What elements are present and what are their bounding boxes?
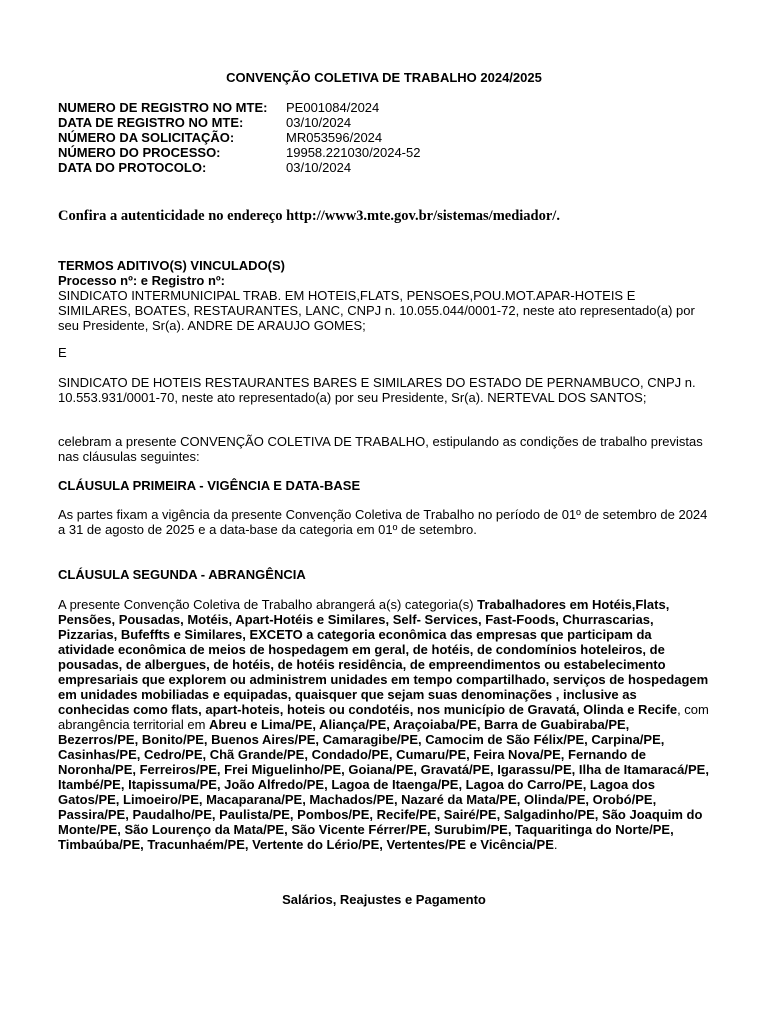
section-heading-salaries: Salários, Reajustes e Pagamento: [282, 892, 486, 907]
authenticity-notice: Confira a autenticidade no endereço http://www3.mte.gov.br/sistemas/mediador/.: [58, 208, 560, 224]
registry-row: [58, 100, 420, 115]
registry-label: NÚMERO DO PROCESSO:: [58, 145, 221, 160]
party-2: SINDICATO DE HOTEIS RESTAURANTES BARES E SIMILARES DO ESTADO DE PERNAMBUCO, CNPJ n. 10.553.931/0001-70, neste ato representado(a) por seu Presidente, Sr(a). NERTEVAL DOS SANTOS;: [58, 375, 696, 405]
registry-label: NÚMERO DA SOLICITAÇÃO:: [58, 130, 235, 145]
clause-2-territory: Abreu e Lima/PE, Aliança/PE, Araçoiaba/PE, Barra de Guabiraba/PE, Bezerros/PE, Bonito/PE, Buenos Aires/PE, Camaragibe/PE, Camocim de São Félix/PE, Carpina/PE, Casinhas/PE, Cedro/PE, Chã Grande/PE, Condado/PE, Cumaru/PE, Feira Nova/PE, Fernando de Noronha/PE, Ferreiros/PE, Frei Miguelinho/PE, Goiana/PE, Gravatá/PE, Igarassu/PE, Ilha de Itamaracá/PE, Itambé/PE, Itapissuma/PE, João Alfredo/PE, Lagoa de Itaenga/PE, Lagoa do Carro/PE, Lagoa dos Gatos/PE, Limoeiro/PE, Macaparana/PE, Machados/PE, Nazaré da Mata/PE, Olinda/PE, Orobó/PE, Passira/PE, Paudalho/PE, Paulista/PE, Pombos/PE, Recife/PE, Sairé/PE, Salgadinho/PE, São Joaquim do Monte/PE, São Lourenço da Mata/PE, São Vicente Férrer/PE, Surubim/PE, Taquaritinga do Norte/PE, Timbaúba/PE, Tracunhaém/PE, Vertente do Lério/PE, Vertentes/PE e Vicência/PE: [58, 717, 709, 852]
celebrate-text: celebram a presente CONVENÇÃO COLETIVA DE TRABALHO, estipulando as condições de trabalho previstas nas cláusulas seguintes:: [58, 434, 703, 464]
terms-section: [58, 258, 710, 333]
registry-info: [58, 100, 420, 175]
registry-label: DATA DO PROTOCOLO:: [58, 160, 207, 175]
registry-value: PE001084/2024: [286, 100, 380, 115]
document-title: CONVENÇÃO COLETIVA DE TRABALHO 2024/2025: [226, 70, 542, 85]
clause-1-text: As partes fixam a vigência da presente Convenção Coletiva de Trabalho no período de 01º de setembro de 2024 a 31 de agosto de 2025 e a data-base da categoria em 01º de setembro.: [58, 507, 708, 537]
registry-row: [58, 115, 420, 130]
clause-2-categories: Trabalhadores em Hotéis,Flats, Pensões, Pousadas, Motéis, Apart-Hotéis e Similares, Self- Services, Fast-Foods, Churrascarias, Pizzarias, Bufeffts e Similares, EXCETO a categoria econômica das empresas que participam da atividade econômica de meios de hospedagem em geral, de hotéis, de condomínios hoteleiros, de pousadas, de albergues, de hotéis, de hotéis residência, de empreendimentos ou estabelecimento empresariais que explorem ou administrem unidades em tempo compartilhado, serviços de hospedagem em unidades mobiliadas e equipadas, quaisquer que sejam suas denominações , inclusive as conhecidas como flats, apart-hoteis, hoteis ou condotéis, nos município de Gravatá, Olinda e Recife: [58, 597, 709, 717]
registry-value: MR053596/2024: [286, 130, 383, 145]
clause-2-end: .: [553, 837, 558, 852]
and-separator: E: [58, 345, 67, 360]
registry-row: [58, 160, 420, 175]
party-1: SINDICATO INTERMUNICIPAL TRAB. EM HOTEIS,FLATS, PENSOES,POU.MOT.APAR-HOTEIS E SIMILARES, BOATES, RESTAURANTES, LANC, CNPJ n. 10.055.044/0001-72, neste ato representado(a) por seu Presidente, Sr(a). ANDRE DE ARAUJO GOMES;: [58, 288, 695, 333]
registry-label: DATA DE REGISTRO NO MTE:: [58, 115, 244, 130]
clause-2-intro: A presente Convenção Coletiva de Trabalho abrangerá a(s) categoria(s): [58, 597, 478, 612]
registry-label: NUMERO DE REGISTRO NO MTE:: [58, 100, 268, 115]
registry-row: [58, 130, 420, 145]
terms-heading: TERMOS ADITIVO(S) VINCULADO(S): [58, 258, 286, 273]
registry-value: 19958.221030/2024-52: [286, 145, 421, 160]
clause-2-text: [58, 597, 710, 852]
clause-2-heading: CLÁUSULA SEGUNDA - ABRANGÊNCIA: [58, 567, 306, 582]
process-label: Processo nº: e Registro nº:: [58, 273, 225, 288]
clause-2-middle: , com abrangência territorial em: [58, 702, 709, 732]
registry-value: 03/10/2024: [286, 160, 352, 175]
registry-value: 03/10/2024: [286, 115, 352, 130]
registry-row: [58, 145, 420, 160]
clause-1-heading: CLÁUSULA PRIMEIRA - VIGÊNCIA E DATA-BASE: [58, 478, 361, 493]
